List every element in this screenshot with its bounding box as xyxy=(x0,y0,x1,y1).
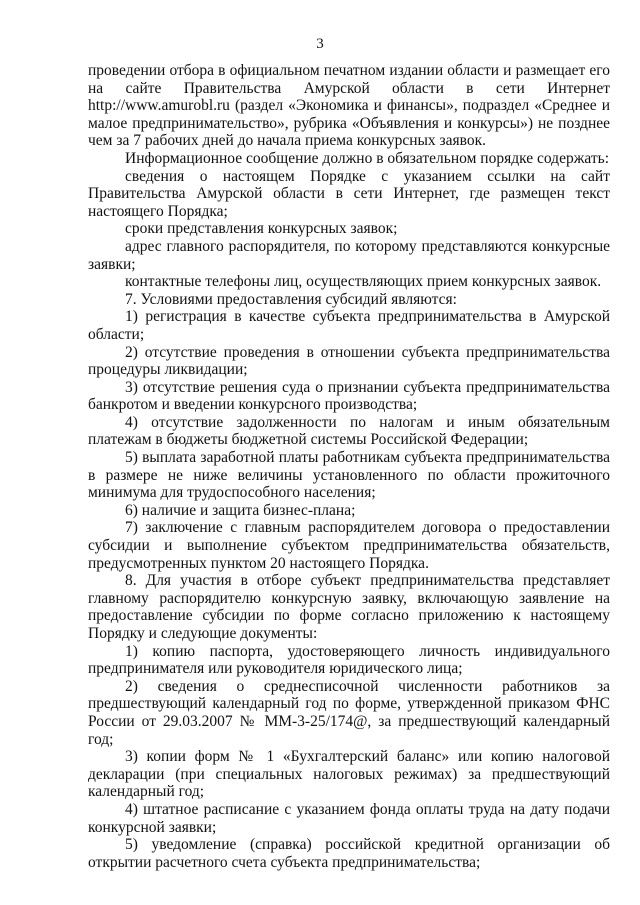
paragraph: сведения о настоящем Порядке с указанием ссылки на сайт Правительства Амурской области в сети Интернет, где размещен текст настоящего Порядка; xyxy=(88,167,610,220)
paragraph: Информационное сообщение должно в обязательном порядке содержать: xyxy=(125,149,610,167)
paragraph: 8. Для участия в отборе субъект предпринимательства представляет главному распорядителю конкурсную заявку, включающую заявление на предоставление субсидии по форме согласно приложению к настоящему Порядку и следующие документы: xyxy=(88,572,610,642)
paragraph: 2) сведения о среднесписочной численности работников за предшествующий календарный год по форме, утвержденной приказом ФНС России от 29.03.2007 № ММ-3-25/174@, за предшествующий календарный год; xyxy=(88,677,610,748)
paragraph: проведении отбора в официальном печатном издании области и размещает его на сайте Правительства Амурской области в сети Интернет http://www.amurobl.ru (раздел «Экономика и финансы», подраздел «Среднее и малое предпринимательство», рубрика «Объявления и конкурсы») не позднее чем за 7 рабочих дней до начала приема конкурсных заявок. xyxy=(88,62,610,150)
page-number: 3 xyxy=(316,36,324,52)
paragraph: 3) копии форм № 1 «Бухгалтерский баланс» или копию налоговой декларации (при специальных налоговых режимах) за предшествующий календарный год; xyxy=(88,748,610,801)
paragraph: 2) отсутствие проведения в отношении субъекта предпринимательства процедуры ликвидации; xyxy=(88,343,610,379)
paragraph: адрес главного распорядителя, по которому представляются конкурсные заявки; xyxy=(88,237,610,273)
paragraph: 1) регистрация в качестве субъекта предпринимательства в Амурской области; xyxy=(88,308,610,343)
paragraph: 6) наличие и защита бизнес-плана; xyxy=(125,501,356,519)
paragraph: 5) уведомление (справка) российской кредитной организации об открытии расчетного счета субъекта предпринимательства; xyxy=(88,836,610,871)
paragraph: 7. Условиями предоставления субсидий являются: xyxy=(125,290,457,308)
document-body xyxy=(88,62,610,871)
paragraph: 5) выплата заработной платы работникам субъекта предпринимательства в размере не ниже величины установленного по области прожиточного минимума для трудоспособного населения; xyxy=(88,449,610,502)
paragraph: 7) заключение с главным распорядителем договора о предоставлении субсидии и выполнение субъектом предпринимательства обязательств, предусмотренных пунктом 20 настоящего Порядка. xyxy=(88,519,610,572)
paragraph: 1) копию паспорта, удостоверяющего личность индивидуального предпринимателя или руководителя юридического лица; xyxy=(88,642,610,678)
paragraph: 4) штатное расписание с указанием фонда оплаты труда на дату подачи конкурсной заявки; xyxy=(88,800,610,836)
paragraph: 4) отсутствие задолженности по налогам и иным обязательным платежам в бюджеты бюджетной системы Российской Федерации; xyxy=(88,413,610,449)
paragraph: 3) отсутствие решения суда о признании субъекта предпринимательства банкротом и введении конкурсного производства; xyxy=(88,378,610,414)
paragraph: контактные телефоны лиц, осуществляющих прием конкурсных заявок. xyxy=(125,273,602,291)
paragraph: сроки представления конкурсных заявок; xyxy=(125,220,398,238)
